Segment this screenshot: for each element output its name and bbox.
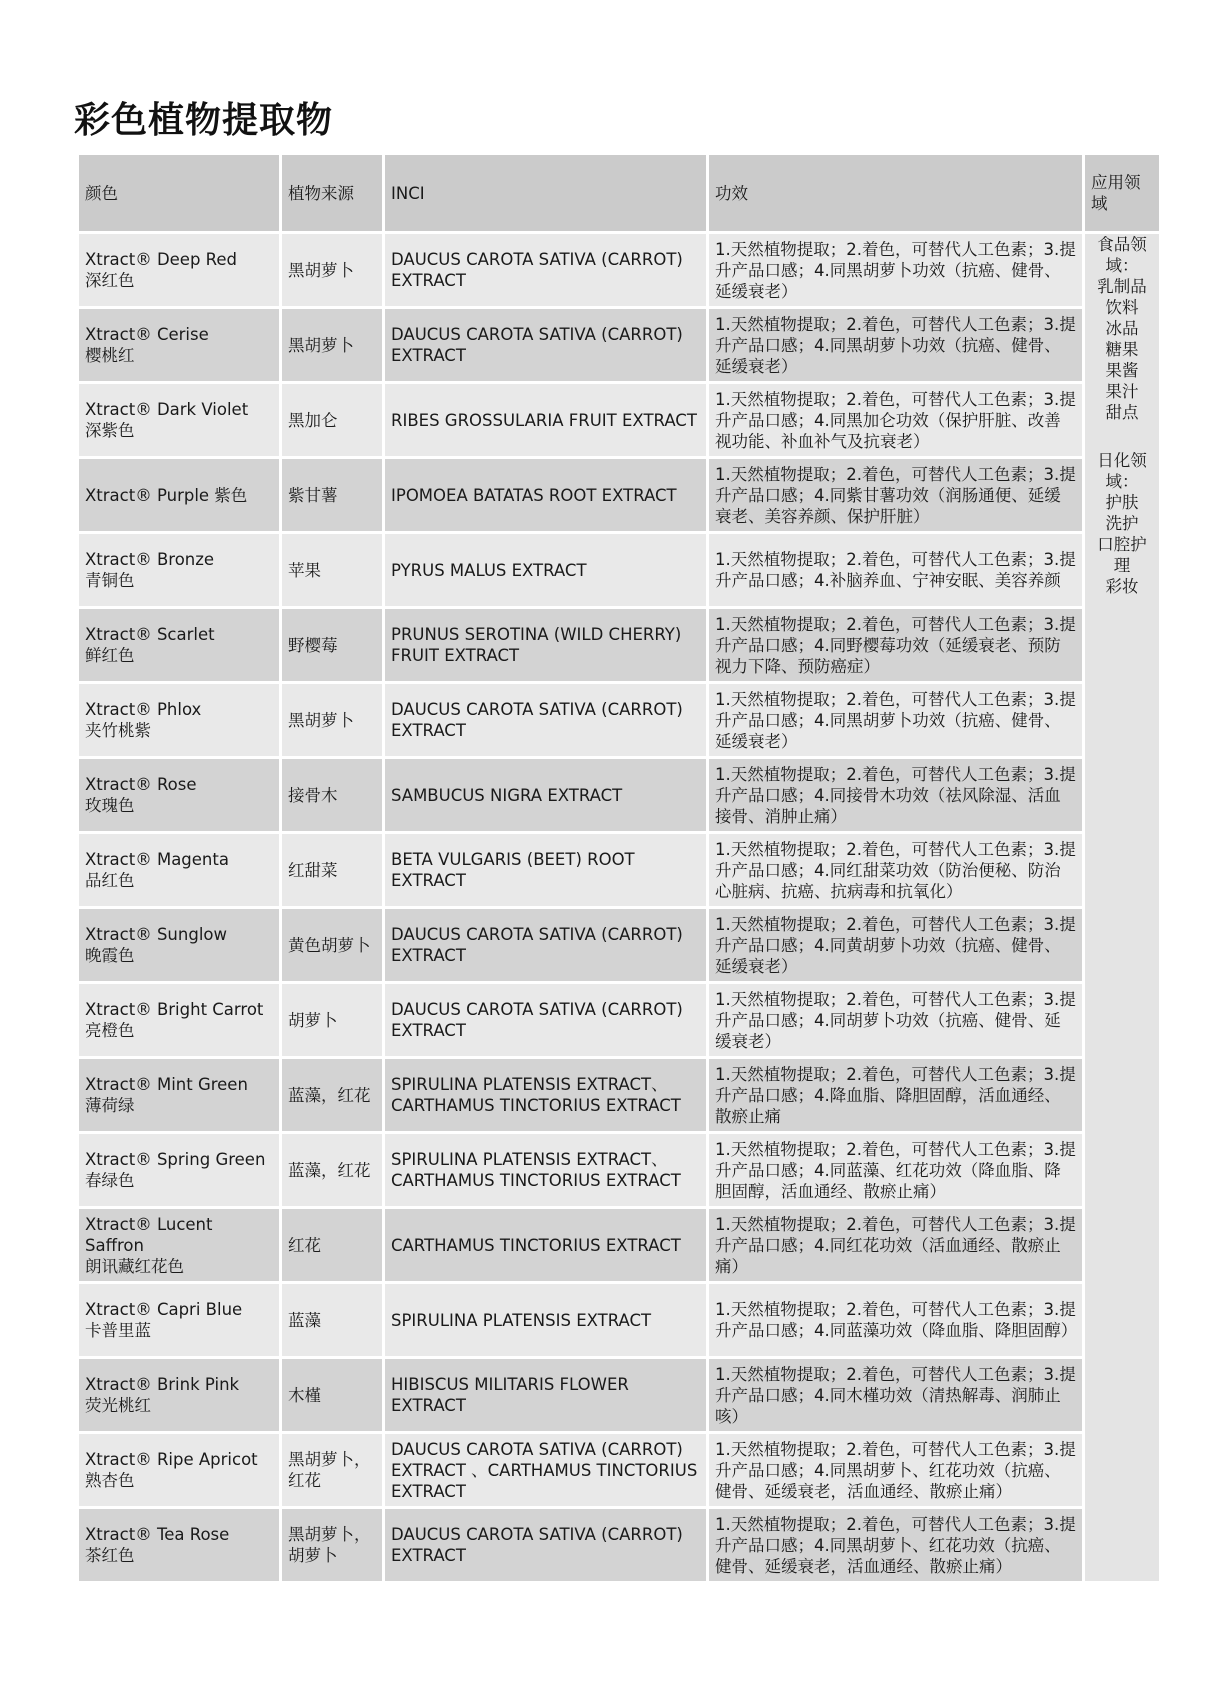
plant-source-cell: 蓝藻，红花 [281, 1058, 384, 1133]
effect-cell: 1.天然植物提取；2.着色，可替代人工色素；3.提升产品口感；4.同红花功效（活血通经、散瘀止痛） [708, 1208, 1084, 1283]
product-name: Xtract® Scarlet [85, 625, 215, 644]
effect-cell: 1.天然植物提取；2.着色，可替代人工色素；3.提升产品口感；4.同蓝藻、红花功效（降血脂、降胆固醇，活血通经、散瘀止痛） [708, 1133, 1084, 1208]
color-chinese-name: 深紫色 [85, 421, 135, 440]
product-name: Xtract® Bright Carrot [85, 1000, 264, 1019]
plant-source-cell: 黑胡萝卜 [281, 683, 384, 758]
header-source: 植物来源 [281, 154, 384, 233]
daily-chem-application-item: 彩妆 [1105, 577, 1139, 596]
color-chinese-name: 春绿色 [85, 1171, 135, 1190]
effect-cell: 1.天然植物提取；2.着色，可替代人工色素；3.提升产品口感；4.同木槿功效（清热解毒、润肺止咳） [708, 1358, 1084, 1433]
product-name: Xtract® Magenta [85, 850, 229, 869]
color-name-cell [78, 1283, 281, 1358]
effect-cell: 1.天然植物提取；2.着色，可替代人工色素；3.提升产品口感；4.同红甜菜功效（防治便秘、防治心脏病、抗癌、抗病毒和抗氧化） [708, 833, 1084, 908]
color-chinese-name: 樱桃红 [85, 346, 135, 365]
food-application-item: 果酱 [1105, 361, 1139, 380]
inci-cell: IPOMOEA BATATAS ROOT EXTRACT [384, 458, 708, 533]
inci-cell: RIBES GROSSULARIA FRUIT EXTRACT [384, 383, 708, 458]
color-chinese-name: 卡普里蓝 [85, 1321, 151, 1340]
color-name-cell [78, 533, 281, 608]
table-row [78, 833, 1161, 908]
color-chinese-name: 玫瑰色 [85, 796, 135, 815]
product-name: Xtract® Cerise [85, 325, 209, 344]
product-name: Xtract® Purple 紫色 [85, 485, 248, 505]
plant-source-cell: 胡萝卜 [281, 983, 384, 1058]
header-inci: INCI [384, 154, 708, 233]
plant-source-cell: 红甜菜 [281, 833, 384, 908]
color-name-cell [78, 1358, 281, 1433]
color-name-cell [78, 383, 281, 458]
plant-source-cell: 黑胡萝卜，红花 [281, 1433, 384, 1508]
effect-cell: 1.天然植物提取；2.着色，可替代人工色素；3.提升产品口感；4.降血脂、降胆固醇，活血通经、散瘀止痛 [708, 1058, 1084, 1133]
table-row [78, 1508, 1161, 1583]
product-name: Xtract® Spring Green [85, 1150, 266, 1169]
effect-cell: 1.天然植物提取；2.着色，可替代人工色素；3.提升产品口感；4.同野樱莓功效（延缓衰老、预防视力下降、预防癌症） [708, 608, 1084, 683]
color-chinese-name: 荧光桃红 [85, 1396, 151, 1415]
table-row [78, 983, 1161, 1058]
table-row [78, 908, 1161, 983]
product-name: Xtract® Dark Violet [85, 400, 249, 419]
table-row [78, 1133, 1161, 1208]
color-name-cell [78, 983, 281, 1058]
inci-cell: CARTHAMUS TINCTORIUS EXTRACT [384, 1208, 708, 1283]
inci-cell: DAUCUS CAROTA SATIVA (CARROT) EXTRACT [384, 1508, 708, 1583]
plant-source-cell: 黑胡萝卜 [281, 308, 384, 383]
product-table [76, 152, 1162, 1584]
header-color: 颜色 [78, 154, 281, 233]
plant-source-cell: 黄色胡萝卜 [281, 908, 384, 983]
effect-cell: 1.天然植物提取；2.着色，可替代人工色素；3.提升产品口感；4.同接骨木功效（祛风除湿、活血接骨、消肿止痛） [708, 758, 1084, 833]
inci-cell: SPIRULINA PLATENSIS EXTRACT、CARTHAMUS TINCTORIUS EXTRACT [384, 1058, 708, 1133]
effect-cell: 1.天然植物提取；2.着色，可替代人工色素；3.提升产品口感；4.同黄胡萝卜功效（抗癌、健骨、延缓衰老） [708, 908, 1084, 983]
food-application-item: 饮料 [1105, 298, 1139, 317]
inci-cell: HIBISCUS MILITARIS FLOWER EXTRACT [384, 1358, 708, 1433]
plant-source-cell: 蓝藻 [281, 1283, 384, 1358]
product-name: Xtract® Tea Rose [85, 1525, 230, 1544]
color-chinese-name: 品红色 [85, 871, 135, 890]
color-chinese-name: 鲜红色 [85, 646, 135, 665]
food-application-item: 冰品 [1105, 319, 1139, 338]
table-row [78, 683, 1161, 758]
food-application-item: 果汁 [1105, 382, 1139, 401]
plant-source-cell: 苹果 [281, 533, 384, 608]
effect-cell: 1.天然植物提取；2.着色，可替代人工色素；3.提升产品口感；4.同黑胡萝卜功效（抗癌、健骨、延缓衰老） [708, 233, 1084, 308]
inci-cell: PYRUS MALUS EXTRACT [384, 533, 708, 608]
page-title: 彩色植物提取物 [74, 100, 334, 141]
effect-cell: 1.天然植物提取；2.着色，可替代人工色素；3.提升产品口感；4.同黑胡萝卜功效（抗癌、健骨、延缓衰老） [708, 683, 1084, 758]
color-name-cell [78, 1433, 281, 1508]
product-name: Xtract® Ripe Apricot [85, 1450, 258, 1469]
product-name: Xtract® Sunglow [85, 925, 227, 944]
effect-cell: 1.天然植物提取；2.着色，可替代人工色素；3.提升产品口感；4.补脑养血、宁神安眠、美容养颜 [708, 533, 1084, 608]
inci-cell: DAUCUS CAROTA SATIVA (CARROT) EXTRACT [384, 908, 708, 983]
effect-cell: 1.天然植物提取；2.着色，可替代人工色素；3.提升产品口感；4.同黑胡萝卜、红花功效（抗癌、健骨、延缓衰老，活血通经、散瘀止痛） [708, 1433, 1084, 1508]
inci-cell: PRUNUS SEROTINA (WILD CHERRY) FRUIT EXTRACT [384, 608, 708, 683]
inci-cell: SAMBUCUS NIGRA EXTRACT [384, 758, 708, 833]
product-name: Xtract® Lucent Saffron [85, 1214, 213, 1255]
table-row [78, 1358, 1161, 1433]
color-name-cell [78, 908, 281, 983]
color-chinese-name: 熟杏色 [85, 1471, 135, 1490]
header-application: 应用领域 [1084, 154, 1161, 233]
plant-source-cell: 黑胡萝卜，胡萝卜 [281, 1508, 384, 1583]
color-chinese-name: 朗讯藏红花色 [85, 1256, 184, 1276]
color-chinese-name: 青铜色 [85, 571, 135, 590]
plant-source-cell: 木槿 [281, 1358, 384, 1433]
product-name: Xtract® Brink Pink [85, 1375, 240, 1394]
color-chinese-name: 夹竹桃紫 [85, 721, 151, 740]
effect-cell: 1.天然植物提取；2.着色，可替代人工色素；3.提升产品口感；4.同紫甘薯功效（润肠通便、延缓衰老、美容养颜、保护肝脏） [708, 458, 1084, 533]
inci-cell: SPIRULINA PLATENSIS EXTRACT [384, 1283, 708, 1358]
table-row [78, 533, 1161, 608]
table-row [78, 758, 1161, 833]
table-row [78, 1283, 1161, 1358]
application-spacer [1091, 423, 1153, 450]
inci-cell: BETA VULGARIS (BEET) ROOT EXTRACT [384, 833, 708, 908]
food-domain-heading: 食品领域： [1097, 235, 1147, 275]
plant-source-cell: 黑胡萝卜 [281, 233, 384, 308]
table-header-row [78, 154, 1161, 233]
inci-cell: DAUCUS CAROTA SATIVA (CARROT) EXTRACT [384, 683, 708, 758]
inci-cell: SPIRULINA PLATENSIS EXTRACT、CARTHAMUS TINCTORIUS EXTRACT [384, 1133, 708, 1208]
food-application-item: 糖果 [1105, 340, 1139, 359]
color-name-cell [78, 458, 281, 533]
color-name-cell [78, 758, 281, 833]
color-chinese-name: 深红色 [85, 271, 135, 290]
inci-cell: DAUCUS CAROTA SATIVA (CARROT) EXTRACT [384, 233, 708, 308]
daily-chem-application-item: 护肤 [1105, 493, 1139, 512]
effect-cell: 1.天然植物提取；2.着色，可替代人工色素；3.提升产品口感；4.同黑胡萝卜、红花功效（抗癌、健骨、延缓衰老，活血通经、散瘀止痛） [708, 1508, 1084, 1583]
table-row [78, 1058, 1161, 1133]
table-row [78, 458, 1161, 533]
color-name-cell [78, 1133, 281, 1208]
color-name-cell [78, 608, 281, 683]
color-name-cell [78, 233, 281, 308]
plant-source-cell: 红花 [281, 1208, 384, 1283]
color-name-cell [78, 833, 281, 908]
product-name: Xtract® Rose [85, 775, 197, 794]
effect-cell: 1.天然植物提取；2.着色，可替代人工色素；3.提升产品口感；4.同蓝藻功效（降血脂、降胆固醇） [708, 1283, 1084, 1358]
daily-chem-application-item: 洗护 [1105, 514, 1139, 533]
table-row [78, 1433, 1161, 1508]
effect-cell: 1.天然植物提取；2.着色，可替代人工色素；3.提升产品口感；4.同黑加仑功效（保护肝脏、改善视功能、补血补气及抗衰老） [708, 383, 1084, 458]
header-effect: 功效 [708, 154, 1084, 233]
plant-source-cell: 接骨木 [281, 758, 384, 833]
color-chinese-name: 亮橙色 [85, 1021, 135, 1040]
color-chinese-name: 晚霞色 [85, 946, 135, 965]
product-name: Xtract® Deep Red [85, 250, 238, 269]
color-name-cell [78, 1058, 281, 1133]
food-application-item: 乳制品 [1097, 277, 1147, 296]
color-chinese-name: 薄荷绿 [85, 1096, 135, 1115]
color-name-cell [78, 1508, 281, 1583]
effect-cell: 1.天然植物提取；2.着色，可替代人工色素；3.提升产品口感；4.同黑胡萝卜功效（抗癌、健骨、延缓衰老） [708, 308, 1084, 383]
product-name: Xtract® Mint Green [85, 1075, 248, 1094]
food-application-item: 甜点 [1105, 403, 1139, 422]
color-chinese-name: 茶红色 [85, 1546, 135, 1565]
application-cell [1084, 233, 1161, 1583]
product-name: Xtract® Capri Blue [85, 1300, 243, 1319]
plant-source-cell: 蓝藻，红花 [281, 1133, 384, 1208]
plant-source-cell: 紫甘薯 [281, 458, 384, 533]
inci-cell: DAUCUS CAROTA SATIVA (CARROT) EXTRACT 、CARTHAMUS TINCTORIUS EXTRACT [384, 1433, 708, 1508]
plant-source-cell: 野樱莓 [281, 608, 384, 683]
plant-source-cell: 黑加仑 [281, 383, 384, 458]
color-name-cell [78, 683, 281, 758]
effect-cell: 1.天然植物提取；2.着色，可替代人工色素；3.提升产品口感；4.同胡萝卜功效（抗癌、健骨、延缓衰老） [708, 983, 1084, 1058]
daily-chem-domain-heading: 日化领域： [1097, 451, 1147, 491]
table-row [78, 308, 1161, 383]
inci-cell: DAUCUS CAROTA SATIVA (CARROT) EXTRACT [384, 308, 708, 383]
table-body [78, 233, 1161, 1583]
color-name-cell [78, 1208, 281, 1283]
color-name-cell [78, 308, 281, 383]
table-row [78, 233, 1161, 308]
product-name: Xtract® Bronze [85, 550, 215, 569]
inci-cell: DAUCUS CAROTA SATIVA (CARROT) EXTRACT [384, 983, 708, 1058]
table-row [78, 383, 1161, 458]
product-name: Xtract® Phlox [85, 700, 202, 719]
table-row [78, 1208, 1161, 1283]
table-row [78, 608, 1161, 683]
daily-chem-application-item: 口腔护理 [1097, 535, 1147, 575]
